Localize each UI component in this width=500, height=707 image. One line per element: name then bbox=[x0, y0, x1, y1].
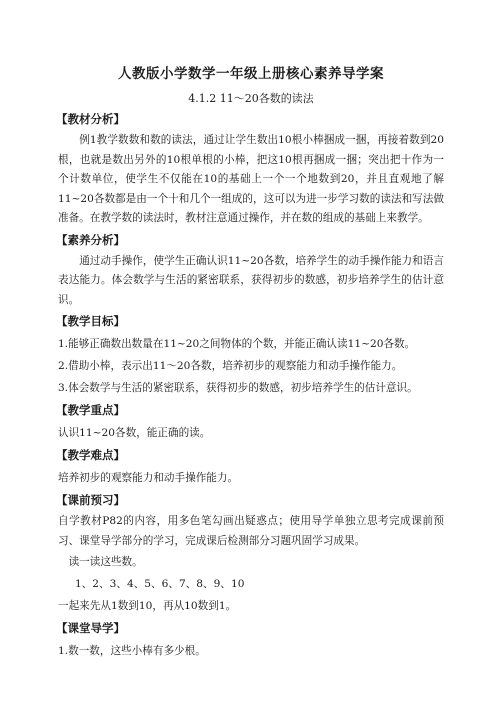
lesson-subtitle: 4.1.2 11～20各数的读法 bbox=[188, 92, 314, 105]
section-heading-classroom-guide: 【课堂导学】 bbox=[56, 621, 125, 635]
teaching-goal-item: 3.体会数学与生活的紧密联系，获得初步的数感，初步培养学生的估计意识。 bbox=[58, 382, 418, 394]
count-instruction: 一起来先从1数到10，再从10数到1。 bbox=[58, 600, 237, 612]
section-heading-key-points: 【教学重点】 bbox=[56, 403, 125, 417]
teaching-goal-item: 1.能够正确数出数量在11~20之间物体的个数，并能正确认读11~20各数。 bbox=[58, 338, 416, 350]
read-prompt: 读一读这些数。 bbox=[68, 556, 143, 568]
section-heading-preview: 【课前预习】 bbox=[56, 493, 125, 507]
teaching-goal-item: 2.借助小棒，表示出11～20各数，培养初步的观察能力和动手操作能力。 bbox=[58, 360, 403, 372]
section-heading-teaching-goals: 【教学目标】 bbox=[56, 314, 125, 328]
section-heading-literacy-analysis: 【素养分析】 bbox=[56, 232, 125, 247]
section-heading-difficulties: 【教学难点】 bbox=[56, 448, 125, 462]
document-title: 人教版小学数学一年级上册核心素养导学案 bbox=[118, 66, 384, 82]
literacy-analysis-paragraph: 通过动手操作，使学生正确认识11~20各数，培养学生的动手操作能力和语言表达能力。体会数学与生活的紧密联系，获得初步的数感，初步培养学生的估计意识。 bbox=[58, 254, 444, 306]
preview-paragraph: 自学教材P82的内容，用多色笔勾画出疑惑点；使用导学单独立思考完成课前预习、课堂导学部分的学习，完成课后检测部分习题巩固学习成果。 bbox=[58, 515, 444, 547]
number-sequence: 1、2、3、4、5、6、7、8、9、10 bbox=[74, 578, 245, 590]
textbook-analysis-paragraph: 例1教学数数和数的读法，通过让学生数出10根小棒捆成一捆，再接着数到20根，也就是数出另外的10根单根的小棒，把这10根再捆成一捆；突出把十作为一个计数单位，使学生不仅能在10的基础上一个一个地数到20，并且直观地了解11~20各数都是由一个十和几个一组成的，这可以为进一步学习数的读法和写法做准备。在教学数的读法时，教材注意通过操作，并在数的组成的基础上来教学。 bbox=[58, 134, 444, 224]
classroom-guide-item: 1.数一数，这些小棒有多少根。 bbox=[58, 645, 206, 657]
key-point-text: 认识11~20各数，能正确的读。 bbox=[58, 427, 211, 439]
section-heading-textbook-analysis: 【教材分析】 bbox=[56, 112, 125, 126]
difficulty-text: 培养初步的观察能力和动手操作能力。 bbox=[58, 472, 239, 484]
